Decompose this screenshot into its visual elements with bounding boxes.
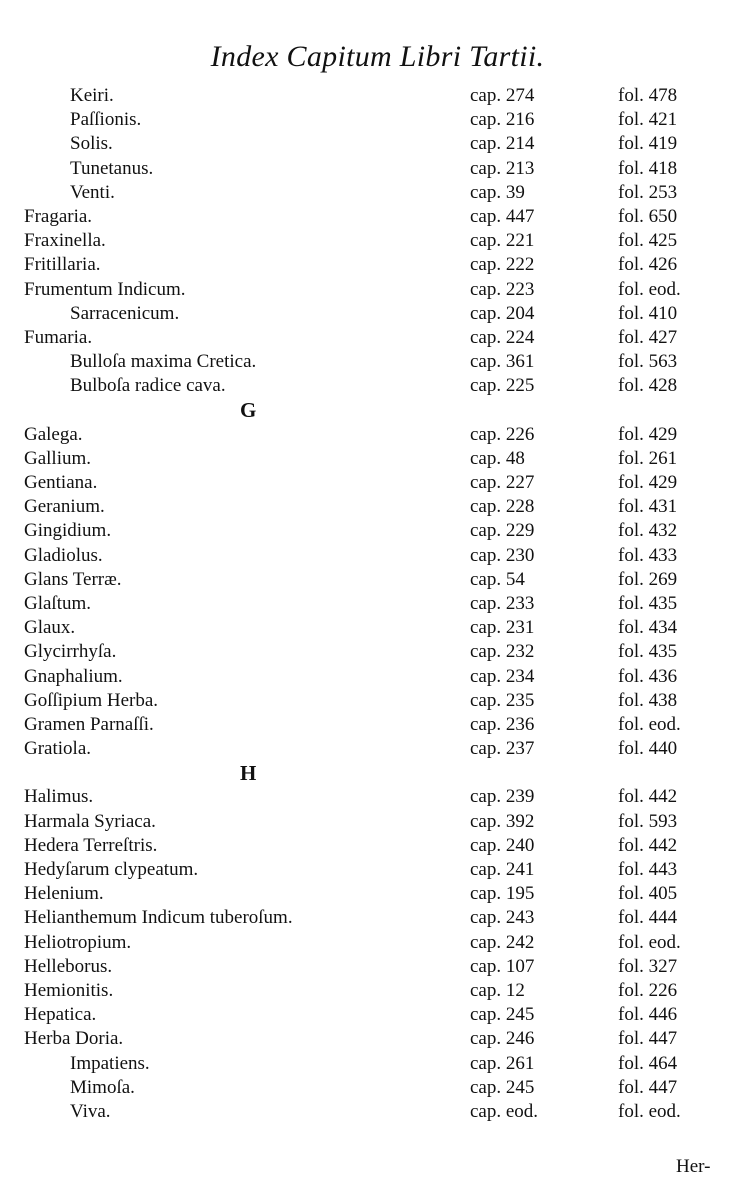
entry-name: Hedyſarum clypeatum. <box>24 859 199 880</box>
chapter-ref: cap. 235 <box>470 689 535 711</box>
folio-ref: fol. 427 <box>618 326 678 348</box>
index-entry <box>0 810 755 834</box>
chapter-ref: cap. 361 <box>470 351 535 373</box>
folio-ref: fol. 464 <box>618 1052 678 1074</box>
index-subentry <box>0 1052 755 1076</box>
chapter-ref: cap. 233 <box>470 592 535 614</box>
index-entry <box>0 205 755 229</box>
chapter-ref: cap. 214 <box>470 133 535 155</box>
entry-name: Herba Doria. <box>24 1028 124 1050</box>
folio-ref: fol. 440 <box>618 738 678 760</box>
folio-ref: fol. 432 <box>618 520 678 542</box>
index-entry <box>0 229 755 253</box>
chapter-ref: cap. 234 <box>470 665 535 687</box>
entry-name: Paſſionis. <box>70 109 142 131</box>
index-subentry <box>0 84 755 108</box>
entry-name: Hemionitis. <box>24 979 114 1001</box>
index-subentry <box>0 181 755 205</box>
chapter-ref: cap. 236 <box>470 713 535 735</box>
folio-ref: fol. eod. <box>618 931 681 953</box>
folio-ref: fol. 444 <box>618 907 678 929</box>
chapter-ref: cap. 195 <box>470 883 535 905</box>
folio-ref: fol. 261 <box>618 447 678 469</box>
entry-name: Helianthemum Indicum tuberoſum. <box>24 907 293 929</box>
folio-ref: fol. 443 <box>618 859 678 880</box>
folio-ref: fol. 650 <box>618 205 678 227</box>
entry-name: Gallium. <box>24 447 92 469</box>
folio-ref: fol. 253 <box>618 181 678 203</box>
folio-ref: fol. eod. <box>618 1100 681 1122</box>
folio-ref: fol. eod. <box>618 278 681 300</box>
chapter-ref: cap. 204 <box>470 302 535 324</box>
folio-ref: fol. 429 <box>618 472 678 493</box>
index-subentry <box>0 350 755 374</box>
entry-name: Heliotropium. <box>24 931 132 953</box>
entry-name: Keiri. <box>70 85 114 106</box>
entry-name: Hepatica. <box>24 1004 97 1026</box>
index-entry <box>0 737 755 761</box>
index-entry <box>0 447 755 471</box>
index-entry <box>0 858 755 882</box>
chapter-ref: cap. 216 <box>470 109 535 131</box>
entry-name: Harmala Syriaca. <box>24 810 156 832</box>
chapter-ref: cap. 228 <box>470 496 535 518</box>
entry-name: Fraxinella. <box>24 230 106 252</box>
folio-ref: fol. 429 <box>618 423 678 445</box>
index-entry <box>0 689 755 713</box>
chapter-ref: cap. 241 <box>470 859 535 880</box>
folio-ref: fol. 410 <box>618 302 678 324</box>
entry-name: Fumaria. <box>24 326 93 348</box>
index-entry <box>0 785 755 809</box>
chapter-ref: cap. 224 <box>470 326 535 348</box>
index-entry <box>0 955 755 979</box>
folio-ref: fol. 426 <box>618 254 678 276</box>
chapter-ref: cap. 392 <box>470 810 535 832</box>
entry-name: Gladiolus. <box>24 544 103 566</box>
catchword: Her- <box>676 1156 711 1177</box>
entry-name: Geranium. <box>24 496 105 518</box>
chapter-ref: cap. 222 <box>470 254 535 276</box>
section-letter: H <box>240 761 257 786</box>
entry-name: Frumentum Indicum. <box>24 278 186 300</box>
folio-ref: fol. 435 <box>618 592 678 614</box>
entry-name: Goſſipium Herba. <box>24 689 159 711</box>
entry-name: Gratiola. <box>24 738 92 760</box>
chapter-ref: cap. 242 <box>470 931 535 953</box>
folio-ref: fol. 405 <box>618 883 678 905</box>
entry-name: Fritillaria. <box>24 254 101 276</box>
chapter-ref: cap. 221 <box>470 230 535 252</box>
chapter-ref: cap. 274 <box>470 85 535 106</box>
entry-name: Glaux. <box>24 617 76 639</box>
index-entry <box>0 616 755 640</box>
entry-name: Glans Terræ. <box>24 568 122 590</box>
index-entry <box>0 519 755 543</box>
folio-ref: fol. eod. <box>618 713 681 735</box>
section-letter-g <box>0 398 755 422</box>
chapter-ref: cap. 232 <box>470 641 535 663</box>
folio-ref: fol. 478 <box>618 85 678 106</box>
index-entry <box>0 931 755 955</box>
entry-name: Gingidium. <box>24 520 112 542</box>
chapter-ref: cap. 245 <box>470 1076 535 1098</box>
index-subentry <box>0 108 755 132</box>
index-entry <box>0 1027 755 1051</box>
index-subentry <box>0 132 755 156</box>
index-entry <box>0 544 755 568</box>
folio-ref: fol. 438 <box>618 689 678 711</box>
chapter-ref: cap. 237 <box>470 738 535 760</box>
index-entry <box>0 326 755 350</box>
index-entry <box>0 592 755 616</box>
index-entry <box>0 568 755 592</box>
entry-name: Helleborus. <box>24 955 113 977</box>
folio-ref: fol. 593 <box>618 810 678 832</box>
folio-ref: fol. 442 <box>618 834 678 856</box>
folio-ref: fol. 447 <box>618 1076 678 1098</box>
index-entry <box>0 471 755 495</box>
entry-name: Solis. <box>70 133 113 155</box>
index-entry <box>0 979 755 1003</box>
index-entry <box>0 834 755 858</box>
entry-name: Glycirrhyſa. <box>24 641 117 663</box>
index-entry <box>0 423 755 447</box>
chapter-ref: cap. 226 <box>470 423 535 445</box>
index-entry <box>0 882 755 906</box>
entry-name: Tunetanus. <box>70 157 154 179</box>
chapter-ref: cap. 54 <box>470 568 525 590</box>
entry-name: Bulloſa maxima Cretica. <box>70 351 257 373</box>
entry-name: Gnaphalium. <box>24 665 123 687</box>
folio-ref: fol. 226 <box>618 979 678 1001</box>
folio-ref: fol. 425 <box>618 230 678 252</box>
folio-ref: fol. 431 <box>618 496 678 518</box>
index-subentry <box>0 1076 755 1100</box>
folio-ref: fol. 269 <box>618 568 678 590</box>
folio-ref: fol. 421 <box>618 109 678 131</box>
folio-ref: fol. 428 <box>618 375 678 397</box>
index-entry <box>0 665 755 689</box>
chapter-ref: cap. 225 <box>470 375 535 397</box>
entry-name: Hedera Terreſtris. <box>24 834 158 856</box>
chapter-ref: cap. 223 <box>470 278 535 300</box>
index-entry <box>0 906 755 930</box>
folio-ref: fol. 436 <box>618 665 678 687</box>
folio-ref: fol. 563 <box>618 351 678 373</box>
index-entry <box>0 1003 755 1027</box>
section-letter: G <box>240 398 257 423</box>
folio-ref: fol. 418 <box>618 157 678 179</box>
entry-name: Impatiens. <box>70 1052 150 1074</box>
entry-name: Fragaria. <box>24 205 93 227</box>
index-subentry <box>0 302 755 326</box>
index-list <box>0 84 755 1124</box>
chapter-ref: cap. 245 <box>470 1004 535 1026</box>
chapter-ref: cap. 39 <box>470 181 525 203</box>
chapter-ref: cap. 213 <box>470 157 535 179</box>
folio-ref: fol. 327 <box>618 955 678 977</box>
entry-name: Mimoſa. <box>70 1076 135 1098</box>
index-entry <box>0 253 755 277</box>
chapter-ref: cap. 239 <box>470 786 535 808</box>
entry-name: Gentiana. <box>24 472 98 493</box>
index-entry <box>0 495 755 519</box>
index-subentry <box>0 1100 755 1124</box>
chapter-ref: cap. 227 <box>470 472 535 493</box>
entry-name: Glaſtum. <box>24 592 92 614</box>
entry-name: Bulboſa radice cava. <box>70 375 226 397</box>
folio-ref: fol. 419 <box>618 133 678 155</box>
chapter-ref: cap. 48 <box>470 447 525 469</box>
chapter-ref: cap. 261 <box>470 1052 535 1074</box>
folio-ref: fol. 435 <box>618 641 678 663</box>
chapter-ref: cap. 447 <box>470 205 535 227</box>
chapter-ref: cap. 231 <box>470 617 535 639</box>
entry-name: Sarracenicum. <box>70 302 180 324</box>
chapter-ref: cap. 230 <box>470 544 535 566</box>
chapter-ref: cap. 243 <box>470 907 535 929</box>
index-subentry <box>0 157 755 181</box>
entry-name: Helenium. <box>24 883 104 905</box>
entry-name: Gramen Parnaſſi. <box>24 713 154 735</box>
index-entry <box>0 278 755 302</box>
index-subentry <box>0 374 755 398</box>
folio-ref: fol. 433 <box>618 544 678 566</box>
chapter-ref: cap. eod. <box>470 1100 539 1122</box>
page-title: Index Capitum Libri Tartii. <box>210 40 545 73</box>
entry-name: Halimus. <box>24 786 94 808</box>
index-entry <box>0 640 755 664</box>
folio-ref: fol. 446 <box>618 1004 678 1026</box>
chapter-ref: cap. 246 <box>470 1028 535 1050</box>
chapter-ref: cap. 240 <box>470 834 535 856</box>
index-entry <box>0 713 755 737</box>
folio-ref: fol. 434 <box>618 617 678 639</box>
folio-ref: fol. 447 <box>618 1028 678 1050</box>
entry-name: Viva. <box>70 1100 111 1122</box>
entry-name: Venti. <box>70 181 115 203</box>
chapter-ref: cap. 107 <box>470 955 535 977</box>
chapter-ref: cap. 12 <box>470 979 525 1001</box>
section-letter-h <box>0 761 755 785</box>
chapter-ref: cap. 229 <box>470 520 535 542</box>
folio-ref: fol. 442 <box>618 786 678 808</box>
entry-name: Galega. <box>24 423 83 445</box>
